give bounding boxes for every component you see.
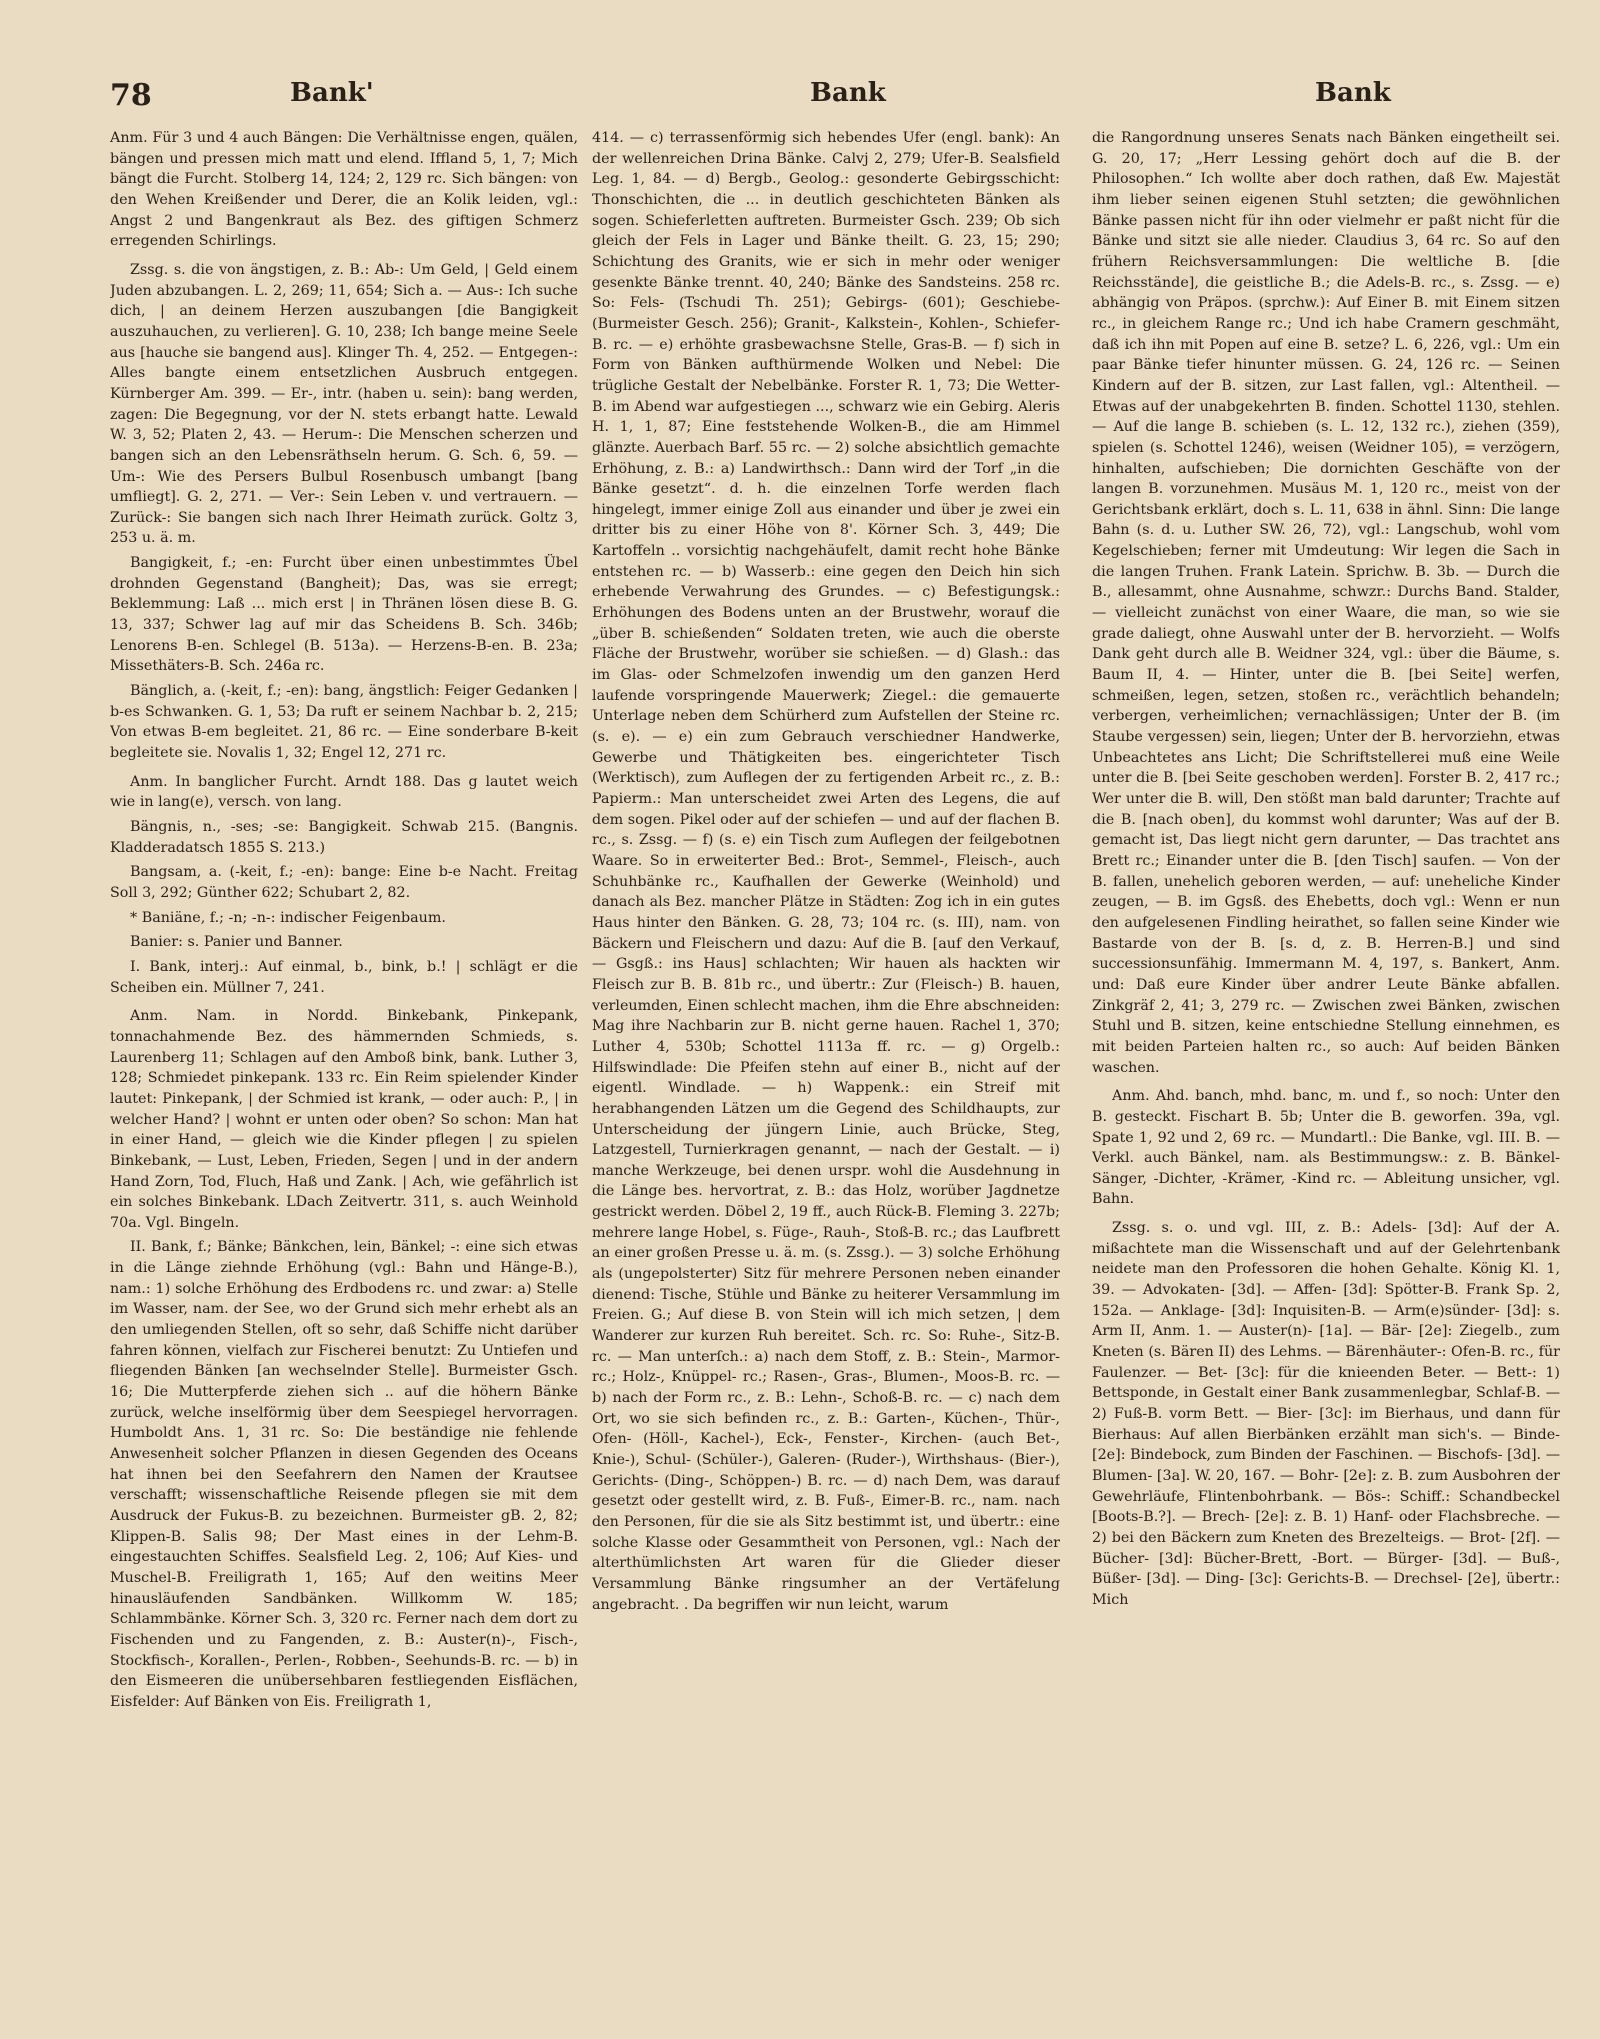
entry-baengnis: Bängnis, n., -ses; -se: Bangigkeit. Schwab 215. (Bangnis. Kladderadatsch 1855 S. 213.) <box>110 819 578 856</box>
text-column-2 <box>592 128 1060 2023</box>
running-head-right: Bank <box>1315 78 1391 108</box>
paragraph: Zssg. s. o. und vgl. III, z. B.: Adels- [3d]: Auf der A. mißachtete man die Wissenschaft und auf der Gelehrtenbank neidete man den Professoren die hohen Gehalte. König Kl. 1, 39. — Advokaten- [3d]. — Affen- [3d]: Spötter-B. Frank Sp. 2, 152a. — Anklage- [3d]: Inquisiten-B. — Arm(e)sünder- [3d]: s. Arm II, Anm. 1. — Auster(n)- [1a]. — Bär- [2e]: Ziegelb., zum Kneten (s. Bären II) des Lehms. — Bärenhäuter-: Ofen-B. rc., für Faulenzer. — Bet- [3c]: für die knieenden Beter. — Bett-: 1) Bettsponde, in Gestalt einer Bank zusammenlegbar, Schlaf-B. — 2) Fuß-B. vorm Bett. — Bier- [3c]: im Bierhaus, und dann für Bierhaus: Auf allen Bierbänken erzählt man sich's. — Binde- [2e]: Bindebock, zum Binden der Faschinen. — Bischofs- [3d]. — Blumen- [3a]. W. 20, 167. — Bohr- [2e]: z. B. zum Ausbohren der Gewehrläufe, Flintenbohrbank. — Bös-: Schiff.: Schandbeckel [Boots-B.?]. — Brech- [2e]: z. B. 1) Hanf- oder Flachsbreche. — 2) bei den Bäckern zum Kneten des Brezelteigs. — Brot- [2f]. — Bücher- [3d]: Bücher-Brett, -Bort. — Bürger- [3d]. — Buß-, Büßer- [3d]. — Ding- [3c]: Gerichts-B. — Drechsel- [2e], übertr.: Mich <box>1092 1220 1560 1608</box>
running-head-center: Bank <box>810 78 886 108</box>
paragraph: Anm. Nam. in Nordd. Binkebank, Pinkepank, tonnachahmende Bez. des hämmernden Schmieds, s. Laurenberg 11; Schlagen auf den Amboß bink, bank. Luther 3, 128; Schmiedet pinkepank. 133 rc. Ein Reim spielender Kinder lautet: Pinkepank, | der Schmied ist krank, — oder auch: P., | in welcher Hand? | wohnt er unten oder oben? So schon: Man hat in einer Hand, — gleich wie die Kinder pflegen | zu spielen Binkebank, — Lust, Leben, Frieden, Segen | und in der andern Hand Zorn, Tod, Fluch, Haß und Zank. | Ach, wie gefährlich ist ein solches Binkebank. LDach Zeitvertr. 311, s. auch Weinhold 70a. Vgl. Bingeln. <box>110 1008 578 1231</box>
entry-bank-2: II. Bank, f.; Bänke; Bänkchen, lein, Bänkel; -: eine sich etwas in die Länge ziehnde Erhöhung (vgl.: Bahn und Hänge-B.), nam.: 1) solche Erhöhung des Erdbodens rc. und zwar: a) Stelle im Wasser, nam. der See, wo der Grund sich mehr erhebt als an den umliegenden Stellen, oft so sehr, daß Schiffe nicht darüber fahren können, vielfach zur Fischerei benutzt: Zu Untiefen und fliegenden Bänken [an wechselnder Stelle]. Burmeister Gsch. 16; Die Mutterpferde ziehen sich .. auf die höhern Bänke zurück, welche inselförmig über dem Seespiegel hervorragen. Humboldt Ans. 1, 31 rc. So: Die beständige nie fehlende Anwesenheit solcher Pflanzen in diesen Gegenden des Oceans hat ihnen bei den Seefahrern den Namen der Krautsee verschafft; wissenschaftliche Reisende pflegen sie mit dem Ausdruck der Fukus-B. zu bezeichnen. Burmeister gB. 2, 82; Klippen-B. Salis 98; Der Mast eines in der Lehm-B. eingestauchten Schiffes. Sealsfield Leg. 2, 106; Auf Kies- und Muschel-B. Freiligrath 1, 165; Auf den weitins Meer hinausläufenden Sandbänken. Willkomm W. 185; Schlammbänke. Körner Sch. 3, 320 rc. Ferner nach dem dort zu Fischenden und zu Fangenden, z. B.: Auster(n)-, Fisch-, Stockfisch-, Korallen-, Perlen-, Robben-, Seehunds-B. rc. — b) in den Eismeeren die unübersehbaren festliegenden Eisflächen, Eisfelder: Auf Bänken von Eis. Freiligrath 1, <box>110 1239 578 1710</box>
page-number: 78 <box>110 78 152 113</box>
paragraph: Anm. Für 3 und 4 auch Bängen: Die Verhältnisse engen, quälen, bängen und pressen mich matt und elend. Iffland 5, 1, 7; Mich bängt die Furcht. Stolberg 14, 124; 2, 129 rc. Sich bängen: von den Wehen Kreißender und Derer, die an Kolik leiden, vgl.: Angst 2 und Bangenkraut als Bez. des giftigen Schmerz erregenden Schirlings. <box>110 130 578 250</box>
paragraph: Zssg. s. die von ängstigen, z. B.: Ab-: Um Geld, | Geld einem Juden abzubangen. L. 2, 269; 11, 654; Sich a. — Aus-: Ich suche dich, | an deinem Herzen auszubangen [die Bangigkeit auszuhauchen, zu verlieren]. G. 10, 238; Ich bange meine Seele aus [hauche sie bangend aus]. Klinger Th. 4, 252. — Entgegen-: Alles bangte einem entsetzlichen Ausbruch entgegen. Kürnberger Am. 399. — Er-, intr. (haben u. sein): bang werden, zagen: Die Begegnung, vor der N. stets erbangt hatte. Lewald W. 3, 52; Platen 2, 43. — Herum-: Die Menschen scherzen und bangen sich an den Lebensräthseln herum. G. Sch. 6, 59. — Um-: Wie des Persers Bulbul Rosenbusch umbangt [bang umfliegt]. G. 2, 271. — Ver-: Sein Leben v. und vertrauern. — Zurück-: Sie bangen sich nach Ihrer Heimath zurück. Goltz 3, 253 u. ä. m. <box>110 261 578 547</box>
entry-baniaene: * Baniäne, f.; -n; -n-: indischer Feigenbaum. <box>130 909 446 926</box>
text-column-3 <box>1092 128 1560 2023</box>
paragraph: Anm. In banglicher Furcht. Arndt 188. Das g lautet weich wie in lang(e), versch. von lang. <box>110 773 578 811</box>
entry-baenglich: Bänglich, a. (-keit, f.; -en): bang, ängstlich: Feiger Gedanken | b-es Schwanken. G. 1, 53; Da ruft er seinem Nachbar b. 2, 215; Von etwas B-em begleitet. 21, 86 rc. — Eine sonderbare B-keit begleitete sie. Novalis 1, 32; Engel 12, 271 rc. <box>110 683 578 762</box>
text-column-1 <box>110 128 578 2023</box>
entry-bank-1: I. Bank, interj.: Auf einmal, b., bink, b.! | schlägt er die Scheiben ein. Müllner 7, 241. <box>110 958 578 996</box>
paragraph: die Rangordnung unseres Senats nach Bänken eingetheilt sei. G. 20, 17; „Herr Lessing gehört doch auf die B. der Philosophen.“ Ich wollte aber doch rathen, daß Ew. Majestät ihm lieber seinen eigenen Stuhl setzten; die gewöhnlichen Bänke passen nicht für ihn oder vielmehr er paßt nicht für die Bänke und sitzt sie alle nieder. Claudius 3, 64 rc. So auf den frühern Reichsversammlungen: Die weltliche B. [die Reichsstände], die geistliche B.; die Adels-B. rc., s. Zssg. — e) abhängig von Präpos. (sprchw.): Auf Einer B. mit Einem sitzen rc., in gleichem Range rc.; Und ich habe Cramern geschmäht, daß ich ihn mit Popen auf eine B. setze? L. 6, 226, vgl.: Um ein paar Bänke tiefer hinunter müssen. G. 24, 126 rc. — Seinen Kindern auf der B. sitzen, zur Last fallen, vgl.: Altentheil. — Etwas auf der unabgekehrten B. finden. Schottel 1130, stehlen. — Auf die lange B. schieben (s. L. 12, 132 rc.), ziehen (359), spielen (s. Schottel 1246), weisen (Weidner 105), = verzögern, hinhalten, aufschieben; Die dornichten Geschäfte von der langen B. vorzunehmen. Musäus M. 1, 120 rc., meist von der Gerichtsbank erklärt, doch s. L. 11, 638 in ähnl. Sinn: Die lange Bahn (s. d. u. Luther SW. 26, 72), vgl.: Langschub, wohl vom Kegelschieben; ferner mit Umdeutung: Wir legen die Sach in die langen Truhen. Frank Latein. Sprichw. B. 3b. — Durch die B., allesammt, ohne Ausnahme, schwzr.: Durchs Band. Stalder, — vielleicht zunächst von einer Waare, die man, so wie sie grade daliegt, ohne Auswahl unter der B. hervorzieht. — Wolfs Dank geht durch alle B. Weidner 324, vgl.: über die Bäume, s. Baum II, 4. — Hinter, unter die B. [bei Seite] werfen, schmeißen, legen, setzen, stoßen rc., verächtlich behandeln; verbergen, verheimlichen; vernachlässigen; Unter der B. (im Staube vergessen) sein, liegen; Unter der B. hervorziehn, etwas Unbeachtetes ans Licht; Die Schriftstellerei muß eine Weile unter die B. [bei Seite geschoben werden]. Forster B. 2, 417 rc.; Wer unter die B. will, Den stößt man bald darunter; Trachte auf die B. [nach oben], du kommst wohl darunter; Was auf der B. gemacht ist, Das liegt nicht gern darunter, — Das trachtet ans Brett rc.; Einander unter die B. [den Tisch] saufen. — Von der B. fallen, unehelich geboren werden, — auf: uneheliche Kinder zeugen, — B. im Ggsß. des Ehebetts, doch vgl.: Wenn er nun den aufgelesenen Findling heirathet, so fallen seine Kinder wie Bastarde von der B. [s. d, z. B. Herren-B.] und sind successionsunfähig. Immermann M. 4, 197, s. Bankert, Anm. und: Daß eure Kinder über andrer Leute Bänke abfallen. Zinkgräf 2, 41; 3, 279 rc. — Zwischen zwei Bänken, zwischen Stuhl und B. sitzen, keine entschiedne Stellung einnehmen, es mit beiden Parteien halten rc., so auch: Auf beiden Bänken waschen. <box>1092 130 1560 1076</box>
entry-bangsam: Bangsam, a. (-keit, f.; -en): bange: Eine b-e Nacht. Freitag Soll 3, 292; Günther 622; Schubart 2, 82. <box>110 864 578 901</box>
entry-bangigkeit: Bangigkeit, f.; -en: Furcht über einen unbestimmtes Übel drohnden Gegenstand (Bangheit); Das, was sie erregt; Beklemmung: Laß ... mich erst | in Thränen lösen diese B. G. 13, 337; Schwer lag auf mir das Scheidens B. Sch. 346b; Lenorens B-en. Schlegel (B. 513a). — Herzens-B-en. B. 23a; Missethäters-B. Sch. 246a rc. <box>110 555 578 675</box>
paragraph: Anm. Ahd. banch, mhd. banc, m. und f., so noch: Unter den B. gesteckt. Fischart B. 5b; Unter die B. geworfen. 39a, vgl. Spate 1, 92 und 2, 69 rc. — Mundartl.: Die Banke, vgl. III. B. — Verkl. auch Bänkel, nam. als Bestimmungsw.: z. B. Bänkel-Sänger, -Dichter, -Krämer, -Kind rc. — Ableitung unsicher, vgl. Bahn. <box>1092 1088 1560 1208</box>
entry-banier: Banier: s. Panier und Banner. <box>130 934 343 951</box>
paragraph: 414. — c) terrassenförmig sich hebendes Ufer (engl. bank): An der wellenreichen Drina Bänke. Calvj 2, 279; Ufer-B. Sealsfield Leg. 1, 84. — d) Bergb., Geolog.: gesonderte Gebirgsschicht: Thonschichten, die ... in deutlich geschichteten Bänken als sogen. Schieferletten auftreten. Burmeister Gsch. 239; Ob sich gleich der Fels in Lager und Bänke theilt. G. 23, 15; 290; Schichtung des Granits, wie er sich in mehr oder weniger gesenkte Bänke trennt. 40, 240; Bänke des Sandsteins. 258 rc. So: Fels- (Tschudi Th. 251); Gebirgs- (601); Geschiebe- (Burmeister Gesch. 256); Granit-, Kalkstein-, Kohlen-, Schiefer-B. rc. — e) erhöhte grasbewachsne Stelle, Gras-B. — f) sich in Form von Bänken aufthürmende Wolken und Nebel: Die trügliche Gestalt der Nebelbänke. Forster R. 1, 73; Die Wetter-B. im Abend war aufgestiegen ..., schwarz wie ein Gebirg. Aleris H. 1, 1, 87; Eine feststehende Wolken-B., die am Himmel glänzte. Auerbach Barf. 55 rc. — 2) solche absichtlich gemachte Erhöhung, z. B.: a) Landwirthsch.: Dann wird der Torf „in die Bänke gesetzt“. d. h. die einzelnen Torfe werden flach hingelegt, immer einige Zoll aus einander und über je zwei ein dritter bis zu einer Höhe von 8'. Körner Sch. 3, 449; Die Kartoffeln .. vorsichtig nachgehäufelt, damit recht hohe Bänke entstehen rc. — b) Wasserb.: eine gegen den Deich hin sich erhebende Verwahrung des Grundes. — c) Befestigungsk.: Erhöhungen des Bodens unten an der Brustwehr, worauf die „über B. schießenden“ Soldaten treten, wie auch die oberste Fläche der Brustwehr, worüber sie schießen. — d) Glash.: das im Glas- oder Schmelzofen inwendig um den ganzen Herd laufende vorspringende Mauerwerk; Ziegel.: die gemauerte Unterlage neben dem Schürherd zum Aufstellen der Steine rc. (s. e). — e) ein zum Gebrauch verschiedner Handwerke, Gewerbe und Thätigkeiten bes. eingerichteter Tisch (Werktisch), zum Auflegen der zu fertigenden Arbeit rc., z. B.: Papierm.: Man unterscheidet zwei Arten des Legens, die auf dem sogen. Pikel oder auf der schiefen — und auf der flachen B. rc., s. Zssg. — f) (s. e) ein Tisch zum Auflegen der feilgebotnen Waare. So in erweiterter Bed.: Brot-, Semmel-, Fleisch-, auch Schuhbänke rc., Kaufhallen der Gewerke (Weinhold) und danach als Bez. mancher Plätze in Städten: Zog ich in ein gutes Haus hinter den Bänken. G. 28, 73; 104 rc. (s. III), nam. von Bäckern und Fleischern und dazu: Auf die B. [auf den Verkauf, — Gsgß.: ins Haus] schlachten; Wir hauen als hackten wir Fleisch zur B. B. 81b rc., und übertr.: Zur (Fleisch-) B. hauen, verleumden, Einen schlecht machen, ihm die Ehre abschneiden: Mag ihre Nachbarin zur B. nicht gerne hauen. Rachel 1, 370; Luther 4, 530b; Schottel 1113a ff. rc. — g) Orgelb.: Hilfswindlade: Die Pfeifen stehn auf einer B., nicht auf der eigentl. Windlade. — h) Wappenk.: ein Streif mit herabhangenden Lätzen um die Gegend des Schildhaupts, zur Unterscheidung der jüngern Linie, auch Brücke, Steg, Latzgestell, Turnierkragen genannt, — nach der Gestalt. — i) manche Werkzeuge, bei denen urspr. wohl die Ausdehnung in die Länge bes. hervortrat, z. B.: das Holz, worüber Jagdnetze gestrickt werden. Döbel 2, 19 ff., auch Rück-B. Fleming 3. 227b; mehrere lange Hobel, s. Füge-, Rauh-, Stoß-B. rc.; das Laufbrett an einer großen Presse u. ä. m. (s. Zssg.). — 3) solche Erhöhung als (ungepolsterter) Sitz für mehrere Personen neben einander dienend: Tische, Stühle und Bänke zu heiterer Versammlung im Freien. G.; Auf diese B. von Stein will ich mich setzen, | dem Wanderer zur kurzen Ruh bereitet. Sch. rc. So: Ruhe-, Sitz-B. rc. — Man unterſch.: a) nach dem Stoff, z. B.: Stein-, Marmor- rc.; Holz-, Knüppel- rc.; Rasen-, Gras-, Blumen-, Moos-B. rc. — b) nach der Form rc., z. B.: Lehn-, Schoß-B. rc. — c) nach dem Ort, wo sie sich befinden rc., z. B.: Garten-, Küchen-, Thür-, Ofen- (Höll-, Kachel-), Eck-, Fenster-, Kirchen- (auch Bet-, Knie-), Schul- (Schüler-), Galeren- (Ruder-), Wirthshaus- (Bier-), Gerichts- (Ding-, Schöppen-) B. rc. — d) nach Dem, was darauf gesetzt oder gestellt wird, z. B. Fuß-, Eimer-B. rc., nam. nach den Personen, für die sie als Sitz bestimmt ist, und übertr.: eine solche Klasse oder Gesammtheit von Personen, vgl.: Nach der alterthümlichsten Art waren für die Glieder dieser Versammlung Bänke ringsumher an der Vertäfelung angebracht. . Da begriffen wir nun leicht, warum <box>592 130 1060 1613</box>
running-head-left: Bank' <box>290 78 374 108</box>
